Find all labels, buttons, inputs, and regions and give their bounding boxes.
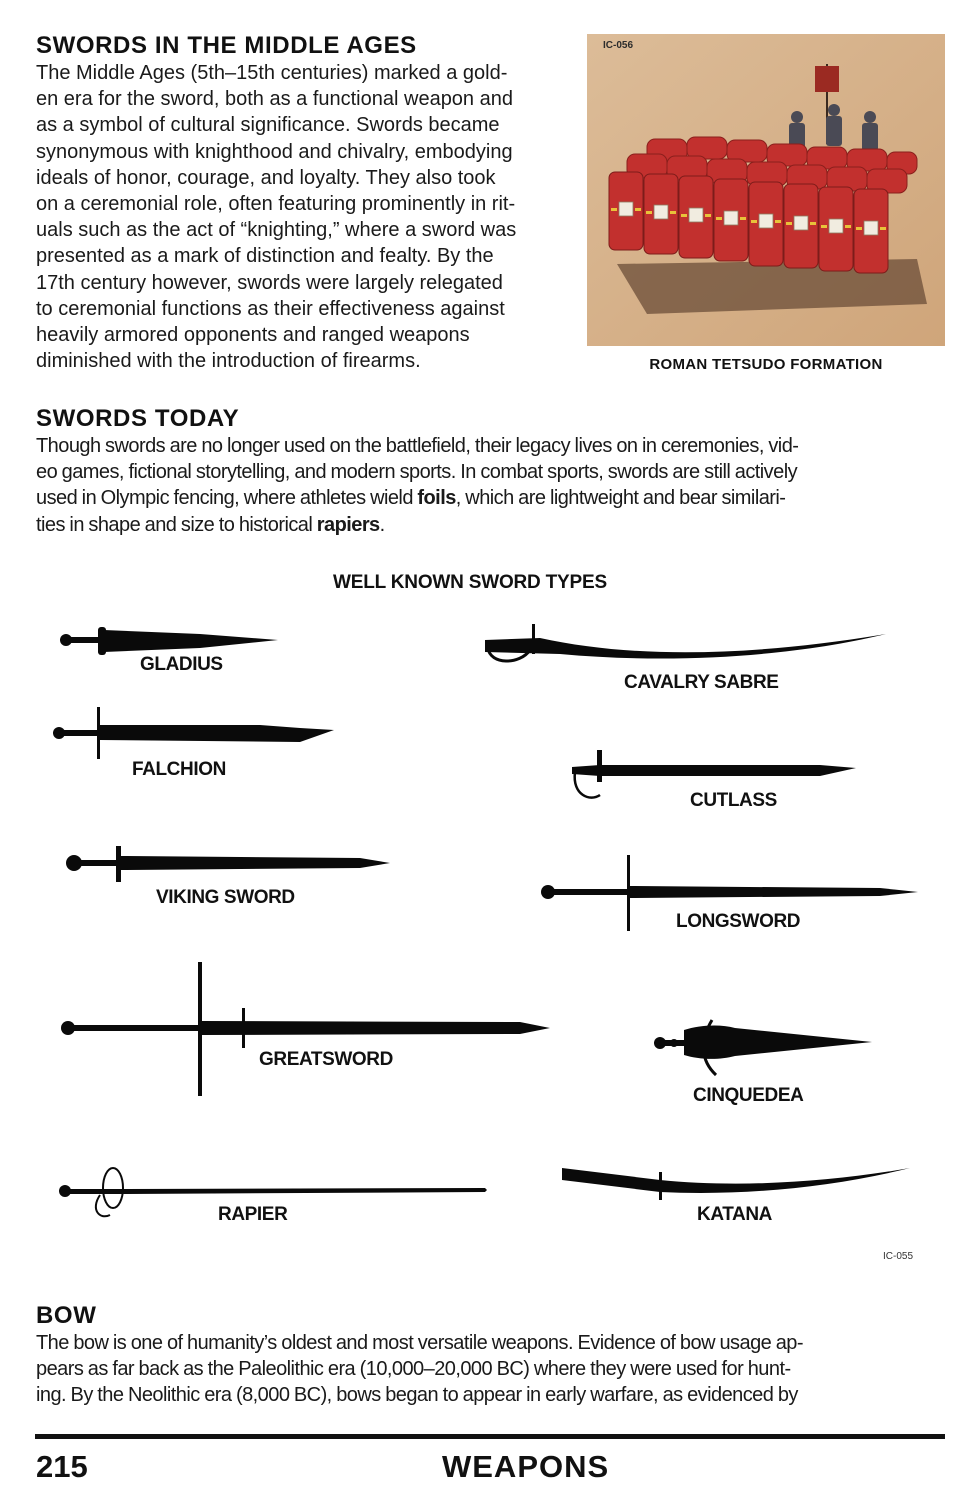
text-run: . (379, 513, 385, 536)
photo-tag: IC-056 (603, 40, 634, 51)
falchion-icon (53, 707, 334, 759)
text-line: as a symbol of cultural significance. Swords became (36, 114, 500, 137)
text-run: , which are lightweight and bear similari- (455, 487, 786, 510)
text-line: en era for the sword, both as a functional weapon and (36, 88, 513, 111)
term-rapiers: rapiers (316, 513, 380, 536)
photo-caption: ROMAN TETSUDO FORMATION (649, 356, 883, 373)
gladius-icon (60, 627, 278, 655)
text-line: heavily armored opponents and ranged weapons (36, 324, 470, 347)
text-line: synonymous with knighthood and chivalry, embodying (36, 140, 513, 163)
viking-sword-icon (66, 846, 390, 882)
figure-title: WELL KNOWN SWORD TYPES (333, 572, 607, 593)
sword-label: VIKING SWORD (156, 887, 295, 908)
sword-label: GREATSWORD (259, 1049, 393, 1070)
text-line: The Middle Ages (5th–15th centuries) marked a gold- (36, 62, 508, 84)
footer-rule (35, 1434, 945, 1439)
text-line: uals such as the act of “knighting,” where a sword was (36, 219, 517, 242)
section-heading-bow: BOW (36, 1302, 97, 1329)
figure-tag: IC-055 (883, 1251, 914, 1262)
term-foils: foils (417, 487, 456, 510)
text-line: to ceremonial functions as their effectiveness against (36, 297, 505, 320)
page-number: 215 (36, 1449, 88, 1484)
running-head: WEAPONS (442, 1449, 610, 1484)
text-line: ing. By the Neolithic era (8,000 BC), bows began to appear in early warfare, as evidenced by (36, 1384, 798, 1407)
sword-label: CUTLASS (690, 790, 777, 811)
text-line: pears as far back as the Paleolithic era (10,000–20,000 BC) where they were used for hunt- (36, 1358, 791, 1381)
sword-label: KATANA (697, 1204, 772, 1225)
text-run: used in Olympic fencing, where athletes wield (36, 487, 418, 510)
section-heading-swords-today: SWORDS TODAY (36, 405, 240, 432)
text-line: ideals of honor, courage, and loyalty. They also took (36, 166, 496, 189)
sword-label: LONGSWORD (676, 911, 801, 932)
sword-label: FALCHION (132, 759, 226, 780)
cinquedea-icon (654, 1020, 872, 1075)
text-run: ties in shape and size to historical (36, 513, 317, 536)
sword-label: RAPIER (218, 1204, 288, 1225)
cavalry-sabre-icon (485, 624, 886, 661)
sword-label: CINQUEDEA (693, 1085, 804, 1106)
section-heading-middle-ages: SWORDS IN THE MIDDLE AGES (36, 32, 417, 59)
sword-label: GLADIUS (140, 654, 223, 675)
text-line: on a ceremonial role, often featuring prominently in rit- (36, 193, 516, 216)
text-line: 17th century however, swords were largely relegated (36, 271, 503, 294)
text-line: The bow is one of humanity’s oldest and most versatile weapons. Evidence of bow usage ap- (36, 1332, 803, 1354)
text-line: presented as a mark of distinction and fealty. By the (36, 245, 494, 268)
sword-label: CAVALRY SABRE (624, 672, 779, 693)
text-line: diminished with the introduction of firearms. (36, 350, 421, 373)
katana-icon (562, 1168, 910, 1200)
greatsword-icon (61, 962, 550, 1096)
text-line: Though swords are no longer used on the battlefield, their legacy lives on in ceremonies, vid- (36, 435, 799, 457)
text-line: eo games, fictional storytelling, and modern sports. In combat sports, swords are still actively (36, 461, 798, 484)
section-body-bow (36, 1330, 803, 1409)
